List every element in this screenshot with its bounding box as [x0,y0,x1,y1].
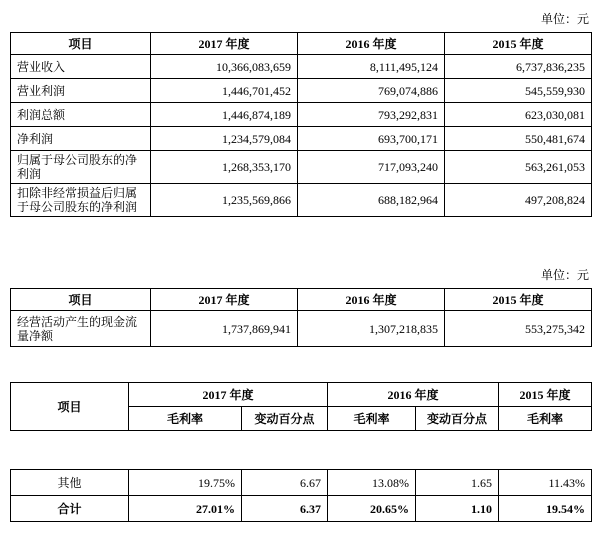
cell-2017: 1,268,353,170 [151,151,298,184]
cell-2015: 550,481,674 [445,127,592,151]
cell-2017: 1,737,869,941 [151,311,298,347]
cell-2016: 1,307,218,835 [298,311,445,347]
cell-2016: 793,292,831 [298,103,445,127]
row-label: 营业收入 [11,55,151,79]
row-label: 扣除非经常损益后归属于母公司股东的净利润 [11,184,151,217]
table-row [11,55,592,79]
subheader-gross-margin-2016: 毛利率 [328,407,416,431]
cell: 1.65 [416,470,499,496]
cell: 27.01% [129,496,242,522]
year-header-row [11,383,592,407]
cell: 1.10 [416,496,499,522]
cashflow-table-header [11,289,592,311]
row-label: 合计 [11,496,129,522]
header-item: 项目 [11,383,129,431]
header-2015: 2015 年度 [499,383,592,407]
subheader-gross-margin-2017: 毛利率 [129,407,242,431]
cell: 6.37 [242,496,328,522]
margin-table-header [10,382,592,431]
profit-table [10,32,592,217]
table-row [11,151,592,184]
header-2017: 2017 年度 [151,289,298,311]
row-label: 归属于母公司股东的净利润 [11,151,151,184]
cashflow-table [10,288,592,347]
cell-2015: 623,030,081 [445,103,592,127]
profit-table-header [11,33,592,55]
header-2015: 2015 年度 [445,33,592,55]
table-row [11,79,592,103]
row-label: 营业利润 [11,79,151,103]
cell-2016: 717,093,240 [298,151,445,184]
cell: 19.54% [499,496,592,522]
cell-2015: 563,261,053 [445,151,592,184]
cell-2017: 10,366,083,659 [151,55,298,79]
cell: 11.43% [499,470,592,496]
cell: 6.67 [242,470,328,496]
header-2017: 2017 年度 [129,383,328,407]
subheader-change-2017: 变动百分点 [242,407,328,431]
cell: 20.65% [328,496,416,522]
header-2016: 2016 年度 [298,289,445,311]
table2-unit: 单位：元 [540,268,589,282]
cell: 13.08% [328,470,416,496]
cell-2017: 1,234,579,084 [151,127,298,151]
table-row [11,470,592,496]
header-2016: 2016 年度 [328,383,499,407]
row-label: 经营活动产生的现金流量净额 [11,311,151,347]
row-label: 净利润 [11,127,151,151]
table-row [11,184,592,217]
header-item: 项目 [11,289,151,311]
row-label: 其他 [11,470,129,496]
table-row [11,103,592,127]
cell-2015: 6,737,836,235 [445,55,592,79]
cell-2017: 1,446,701,452 [151,79,298,103]
row-label: 利润总额 [11,103,151,127]
table-row-total [11,496,592,522]
cell: 19.75% [129,470,242,496]
table1-unit: 单位：元 [540,12,589,26]
table-row [11,311,592,347]
cell-2017: 1,446,874,189 [151,103,298,127]
cell-2015: 553,275,342 [445,311,592,347]
cell-2016: 8,111,495,124 [298,55,445,79]
cell-2017: 1,235,569,866 [151,184,298,217]
cell-2015: 497,208,824 [445,184,592,217]
cell-2016: 769,074,886 [298,79,445,103]
header-item: 项目 [11,33,151,55]
subheader-gross-margin-2015: 毛利率 [499,407,592,431]
subheader-change-2016: 变动百分点 [416,407,499,431]
cell-2015: 545,559,930 [445,79,592,103]
margin-table-body [10,469,592,522]
header-2017: 2017 年度 [151,33,298,55]
header-2015: 2015 年度 [445,289,592,311]
table-row [11,127,592,151]
header-2016: 2016 年度 [298,33,445,55]
cell-2016: 693,700,171 [298,127,445,151]
cell-2016: 688,182,964 [298,184,445,217]
